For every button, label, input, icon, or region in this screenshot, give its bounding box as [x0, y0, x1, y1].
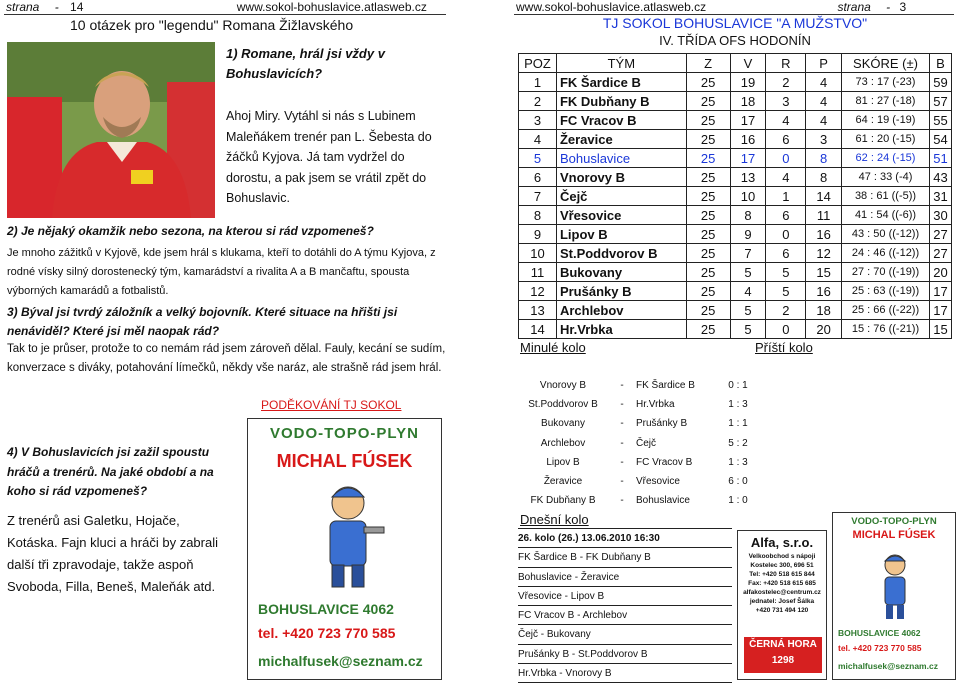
right-page-header	[516, 0, 906, 14]
standings-cell-v: 10	[730, 187, 766, 206]
alfa-line2: Kostelec 300, 696 51	[750, 562, 814, 569]
result-dash: -	[620, 399, 624, 411]
site-url[interactable]: www.sokol-bohuslavice.atlasweb.cz	[236, 0, 427, 14]
standings-cell-z: 25	[686, 263, 730, 282]
result-score: 1 : 1	[728, 418, 748, 430]
standings-cell-p: 16	[806, 225, 842, 244]
result-score: 6 : 0	[728, 476, 748, 487]
question-4: 4) V Bohuslavicích jsi zažil spoustu hráčů a trenérů. Na jaké období a na koho si rád vzpomeneš?	[7, 445, 214, 498]
standings-cell-r: 6	[766, 244, 806, 263]
minule-kolo-label: Minulé kolo	[520, 340, 586, 355]
standings-cell-z: 25	[686, 168, 730, 187]
dnesni-match: Bohuslavice - Žeravice	[518, 568, 732, 587]
player-photo	[7, 42, 215, 218]
standings-cell-z: 25	[686, 320, 730, 339]
result-dash: -	[620, 380, 624, 391]
standings-cell-b: 15	[929, 320, 951, 339]
standings-cell-team: Žeravice	[556, 130, 686, 149]
plumber-illustration	[308, 479, 388, 589]
standings-cell-skore: 27 : 70 ((-19))	[842, 263, 930, 282]
standings-cell-p: 18	[806, 301, 842, 320]
standings-cell-skore: 25 : 66 ((-22))	[842, 301, 930, 320]
standings-row	[519, 149, 952, 168]
standings-header-3: V	[730, 54, 766, 73]
page-number: 14	[70, 0, 84, 14]
dnesni-match: FC Vracov B - Archlebov	[518, 606, 732, 625]
standings-cell-p: 16	[806, 282, 842, 301]
ad-phone: tel. +420 723 770 585	[258, 625, 396, 641]
standings-cell-b: 30	[929, 206, 951, 225]
standings-header-4: R	[766, 54, 806, 73]
standings-cell-p: 12	[806, 244, 842, 263]
standings-cell-p: 15	[806, 263, 842, 282]
standings-row	[519, 301, 952, 320]
standings-header-6: SKÓRE (±)	[842, 54, 930, 73]
right-page-number: 3	[899, 0, 907, 14]
standings-header-5: P	[806, 54, 842, 73]
standings-cell-skore: 47 : 33 (-4)	[842, 168, 930, 187]
ad-alfa	[737, 530, 827, 680]
standings-cell-v: 17	[730, 149, 766, 168]
result-away-team: Bohuslavice	[636, 495, 690, 507]
ad-address: BOHUSLAVICE 4062	[258, 601, 394, 617]
standings-row	[519, 73, 952, 92]
result-score: 5 : 2	[728, 437, 748, 449]
standings-cell-p: 4	[806, 92, 842, 111]
standings-cell-team: Bukovany	[556, 263, 686, 282]
standings-cell-b: 17	[929, 282, 951, 301]
alfa-line7: +420 731 494 120	[755, 607, 809, 614]
standings-cell-r: 3	[766, 92, 806, 111]
standings-cell-v: 17	[730, 111, 766, 130]
standings-cell-poz: 7	[519, 187, 557, 206]
alfa-line3: Tel: +420 518 615 844	[749, 571, 815, 578]
beer-year: 1298	[771, 655, 795, 666]
standings-cell-v: 5	[730, 320, 766, 339]
standings-row	[519, 111, 952, 130]
beer-brand: ČERNÁ HORA	[749, 639, 817, 650]
standings-table	[518, 53, 952, 339]
standings-cell-z: 25	[686, 149, 730, 168]
dnesni-match: Hr.Vrbka - Vnorovy B	[518, 664, 732, 683]
standings-cell-r: 2	[766, 73, 806, 92]
result-away-team: Čejč	[636, 437, 657, 449]
standings-cell-team: Čejč	[556, 187, 686, 206]
result-away-team: Hr.Vrbka	[636, 399, 675, 411]
standings-cell-skore: 64 : 19 (-19)	[842, 111, 930, 130]
results-list	[518, 376, 748, 512]
ad3-phone: tel. +420 723 770 585	[838, 643, 922, 653]
standings-cell-b: 57	[929, 92, 951, 111]
standings-cell-p: 8	[806, 149, 842, 168]
standings-header-7: B	[929, 54, 951, 73]
standings-cell-skore: 62 : 24 (-15)	[842, 149, 930, 168]
ad3-plumber-illustration	[873, 551, 917, 621]
standings-row	[519, 130, 952, 149]
standings-cell-skore: 38 : 61 ((-5))	[842, 187, 930, 206]
ad-brand: VODO-TOPO-PLYN	[269, 425, 420, 442]
standings-row	[519, 263, 952, 282]
standings-cell-skore: 41 : 54 ((-6))	[842, 206, 930, 225]
standings-cell-poz: 13	[519, 301, 557, 320]
right-header-dash: -	[886, 0, 891, 14]
standings-header-2: Z	[686, 54, 730, 73]
result-score: 0 : 1	[728, 380, 748, 391]
standings-cell-z: 25	[686, 282, 730, 301]
standings-row	[519, 320, 952, 339]
result-score: 1 : 3	[728, 399, 748, 411]
alfa-line1: Velkoobchod s nápoji	[748, 553, 816, 560]
standings-cell-team: FK Šardice B	[556, 73, 686, 92]
standings-row	[519, 282, 952, 301]
standings-cell-poz: 11	[519, 263, 557, 282]
standings-cell-skore: 24 : 46 ((-12))	[842, 244, 930, 263]
standings-cell-poz: 4	[519, 130, 557, 149]
standings-cell-r: 5	[766, 263, 806, 282]
standings-cell-v: 8	[730, 206, 766, 225]
ad3-email[interactable]: michalfusek@seznam.cz	[838, 661, 938, 671]
standings-cell-z: 25	[686, 225, 730, 244]
answer-1: Ahoj Miry. Vytáhl si nás s Lubinem Maleňákem trenér pan L. Šebesta do žáčků Kyjova. Já tam vydržel do dorostu, a pak jsem se vrátil zpět do Bohuslavic.	[226, 109, 432, 205]
dnesni-kolo-label: Dnešní kolo	[520, 512, 589, 527]
question-3: 3) Býval jsi tvrdý záložník a velký bojovník. Které situace na hřišti jsi nenáviděl? Které jsi měl naopak rád?	[7, 305, 398, 338]
standings-cell-b: 51	[929, 149, 951, 168]
answer-2: Je mnoho zážitků v Kyjově, kde jsem hrál s klukama, kteří to dotáhli do A týmu Kyjova, z rodné vísky silný dorostenecký tým, kamarádství a rivalita A a B mančaftu, spousta výborných kamarádů a fotbalistů.	[7, 247, 436, 297]
standings-cell-p: 4	[806, 111, 842, 130]
standings-cell-team: Prušánky B	[556, 282, 686, 301]
standings-cell-b: 55	[929, 111, 951, 130]
standings-row	[519, 206, 952, 225]
dnesni-match: FK Šardice B - FK Dubňany B	[518, 548, 732, 567]
standings-cell-r: 6	[766, 206, 806, 225]
standings-cell-skore: 25 : 63 ((-19))	[842, 282, 930, 301]
ad-name: MICHAL FÚSEK	[276, 451, 413, 471]
standings-cell-p: 4	[806, 73, 842, 92]
result-home-team: Žeravice	[543, 476, 583, 487]
alfa-line6: jednatel: Josef Šálka	[749, 598, 815, 605]
thanks-heading: PODĚKOVÁNÍ TJ SOKOL	[261, 398, 402, 412]
standings-cell-v: 4	[730, 282, 766, 301]
result-dash: -	[620, 437, 624, 449]
standings-cell-p: 14	[806, 187, 842, 206]
result-home-team: Lipov B	[546, 456, 580, 468]
result-home-team: Bukovany	[541, 418, 585, 430]
standings-cell-skore: 61 : 20 (-15)	[842, 130, 930, 149]
standings-cell-poz: 9	[519, 225, 557, 244]
result-home-team: Vnorovy B	[539, 380, 587, 391]
standings-cell-z: 25	[686, 130, 730, 149]
article-title: 10 otázek pro "legendu" Romana Žižlavského	[70, 17, 354, 33]
alfa-line5: alfakostelec@centrum.cz	[743, 589, 821, 596]
ad-vodo-topo-plyn-small	[832, 512, 956, 680]
ad-vodo-topo-plyn	[247, 418, 442, 680]
standings-cell-team: Hr.Vrbka	[556, 320, 686, 339]
result-dash: -	[620, 418, 624, 430]
dnesni-match: Prušánky B - St.Poddvorov B	[518, 645, 732, 664]
standings-cell-z: 25	[686, 187, 730, 206]
standings-cell-z: 25	[686, 92, 730, 111]
standings-cell-r: 1	[766, 187, 806, 206]
standings-cell-r: 2	[766, 301, 806, 320]
question-1: 1) Romane, hrál jsi vždy v Bohuslavicích?	[226, 46, 385, 81]
standings-cell-b: 54	[929, 130, 951, 149]
standings-cell-poz: 12	[519, 282, 557, 301]
ad3-address: BOHUSLAVICE 4062	[838, 628, 921, 638]
standings-cell-r: 4	[766, 111, 806, 130]
standings-cell-v: 9	[730, 225, 766, 244]
standings-cell-p: 11	[806, 206, 842, 225]
standings-row	[519, 168, 952, 187]
standings-row	[519, 92, 952, 111]
standings-cell-v: 5	[730, 263, 766, 282]
standings-cell-team: FC Vracov B	[556, 111, 686, 130]
standings-cell-p: 20	[806, 320, 842, 339]
standings-cell-z: 25	[686, 206, 730, 225]
standings-cell-b: 17	[929, 301, 951, 320]
standings-cell-v: 19	[730, 73, 766, 92]
dnesni-kolo-head: 26. kolo (26.) 13.06.2010 16:30	[518, 529, 732, 548]
standings-cell-r: 6	[766, 130, 806, 149]
ad3-name: MICHAL FÚSEK	[852, 529, 936, 541]
standings-cell-r: 5	[766, 282, 806, 301]
standings-cell-poz: 6	[519, 168, 557, 187]
ad-email[interactable]: michalfusek@seznam.cz	[258, 653, 423, 669]
standings-cell-p: 8	[806, 168, 842, 187]
standings-cell-team: FK Dubňany B	[556, 92, 686, 111]
result-away-team: FK Šardice B	[636, 380, 695, 391]
left-page-header	[6, 0, 427, 14]
standings-cell-r: 4	[766, 168, 806, 187]
standings-subtitle: IV. TŘÍDA OFS HODONÍN	[659, 33, 811, 48]
standings-cell-b: 31	[929, 187, 951, 206]
standings-cell-v: 13	[730, 168, 766, 187]
standings-cell-poz: 5	[519, 149, 557, 168]
question-2: 2) Je nějaký okamžik nebo sezona, na kterou si rád vzpomeneš?	[7, 224, 374, 238]
standings-row	[519, 187, 952, 206]
standings-title: TJ SOKOL BOHUSLAVICE "A MUŽSTVO"	[602, 15, 868, 31]
cerna-hora-logo	[744, 637, 822, 673]
alfa-line4: Fax: +420 518 615 685	[748, 580, 816, 587]
result-dash: -	[620, 476, 624, 487]
standings-cell-z: 25	[686, 301, 730, 320]
standings-cell-b: 43	[929, 168, 951, 187]
standings-cell-r: 0	[766, 149, 806, 168]
standings-row	[519, 244, 952, 263]
standings-cell-v: 16	[730, 130, 766, 149]
standings-cell-b: 20	[929, 263, 951, 282]
standings-cell-skore: 73 : 17 (-23)	[842, 73, 930, 92]
answer-3: Tak to je průser, protože to co nemám rád jsem zároveň dělal. Fauly, kecání se sudím, konverzace s diváky, potahování límečků, někdy vše naráz, ale strašně rád jsem hrál.	[7, 343, 446, 374]
result-away-team: Prušánky B	[636, 418, 688, 430]
standings-cell-r: 0	[766, 225, 806, 244]
header-strana: strana	[6, 0, 40, 14]
standings-cell-team: Archlebov	[556, 301, 686, 320]
standings-cell-b: 27	[929, 244, 951, 263]
standings-cell-poz: 10	[519, 244, 557, 263]
result-away-team: FC Vracov B	[636, 456, 693, 468]
standings-cell-z: 25	[686, 244, 730, 263]
standings-cell-poz: 14	[519, 320, 557, 339]
pristi-kolo-label: Příští kolo	[755, 340, 813, 355]
dnesni-match: Vřesovice - Lipov B	[518, 587, 732, 606]
standings-cell-p: 3	[806, 130, 842, 149]
dnesni-match: Čejč - Bukovany	[518, 625, 732, 644]
result-score: 1 : 0	[728, 495, 748, 507]
standings-row	[519, 225, 952, 244]
header-dash: -	[54, 0, 59, 14]
standings-cell-poz: 2	[519, 92, 557, 111]
standings-cell-skore: 43 : 50 ((-12))	[842, 225, 930, 244]
result-home-team: St.Poddvorov B	[528, 399, 598, 411]
right-header-strana: strana	[837, 0, 871, 14]
standings-cell-b: 27	[929, 225, 951, 244]
dnesni-kolo-list	[518, 528, 732, 683]
ad3-brand: VODO-TOPO-PLYN	[851, 516, 937, 527]
right-site-url[interactable]: www.sokol-bohuslavice.atlasweb.cz	[516, 0, 707, 14]
result-home-team: Archlebov	[540, 437, 586, 449]
result-dash: -	[620, 495, 624, 507]
standings-header-0: POZ	[519, 54, 557, 73]
standings-cell-team: Vřesovice	[556, 206, 686, 225]
standings-cell-poz: 3	[519, 111, 557, 130]
standings-cell-z: 25	[686, 111, 730, 130]
standings-cell-skore: 15 : 76 ((-21))	[842, 320, 930, 339]
standings-cell-team: Bohuslavice	[556, 149, 686, 168]
standings-cell-v: 7	[730, 244, 766, 263]
standings-cell-poz: 8	[519, 206, 557, 225]
standings-cell-skore: 81 : 27 (-18)	[842, 92, 930, 111]
standings-cell-r: 0	[766, 320, 806, 339]
standings-cell-team: Vnorovy B	[556, 168, 686, 187]
alfa-name: Alfa, s.r.o.	[750, 535, 814, 550]
answer-4: Z trenérů asi Galetku, Hojače, Kotáska. Fajn kluci a hráči by zabrali další tři zpravodaje, takže aspoň Svoboda, Filla, Beneš, Maleňák atd.	[7, 513, 218, 594]
result-away-team: Vřesovice	[636, 476, 680, 487]
standings-cell-v: 5	[730, 301, 766, 320]
result-score: 1 : 3	[728, 456, 748, 468]
standings-cell-poz: 1	[519, 73, 557, 92]
result-home-team: FK Dubňany B	[530, 495, 596, 507]
standings-cell-team: Lipov B	[556, 225, 686, 244]
standings-header-1: TÝM	[556, 54, 686, 73]
result-dash: -	[620, 456, 624, 468]
standings-cell-v: 18	[730, 92, 766, 111]
standings-cell-z: 25	[686, 73, 730, 92]
standings-cell-team: St.Poddvorov B	[556, 244, 686, 263]
standings-cell-b: 59	[929, 73, 951, 92]
